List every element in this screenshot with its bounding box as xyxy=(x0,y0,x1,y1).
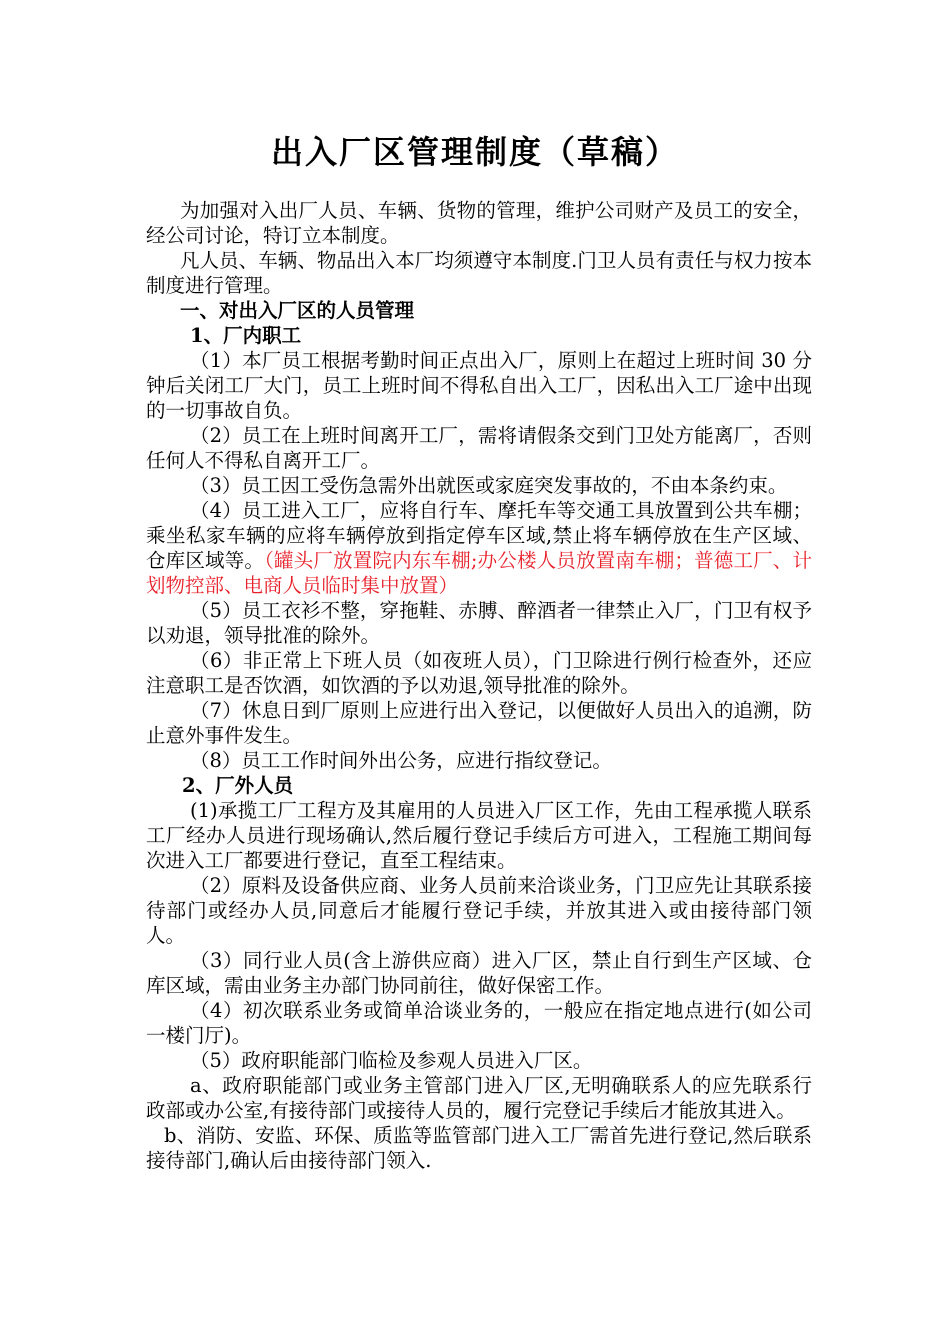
visitor-rule-1: (1)承揽工厂工程方及其雇用的人员进入厂区工作，先由工程承揽人联系工厂经办人员进行现场确认,然后履行登记手续后方可进入，工程施工期间每次进入工厂都要进行登记，直至工程结束。 xyxy=(146,799,812,872)
visitor-rule-4: （4）初次联系业务或简单洽谈业务的，一般应在指定地点进行(如公司一楼门厅)。 xyxy=(146,999,812,1047)
staff-rule-2: （2）员工在上班时间离开工厂，需将请假条交到门卫处方能离厂，否则任何人不得私自离开工厂。 xyxy=(146,424,812,472)
staff-rule-4 xyxy=(146,498,812,598)
document-body xyxy=(146,198,812,1173)
visitor-rule-2: （2）原料及设备供应商、业务人员前来洽谈业务，门卫应先让其联系接待部门或经办人员,同意后才能履行登记手续，并放其进入或由接待部门领人。 xyxy=(146,874,812,947)
subsection-heading-2: 2、厂外人员 xyxy=(182,774,294,797)
intro-paragraph-1: 为加强对入出厂人员、车辆、货物的管理，维护公司财产及员工的安全，经公司讨论，特订立本制度。 xyxy=(146,199,812,247)
staff-rule-8: （8）员工工作时间外出公务，应进行指纹登记。 xyxy=(190,749,612,772)
document-title: 出入厂区管理制度（草稿） xyxy=(270,133,679,171)
section-heading-1: 一、对出入厂区的人员管理 xyxy=(180,299,415,322)
staff-rule-3: （3）员工因工受伤急需外出就医或家庭突发事故的，不由本条约束。 xyxy=(190,474,788,497)
visitor-rule-5a: a、政府职能部门或业务主管部门进入厂区,无明确联系人的应先联系行政部或办公室,有接待部门或接待人员的，履行完登记手续后才能放其进入。 xyxy=(146,1074,812,1122)
subsection-heading-1: 1、厂内职工 xyxy=(190,324,302,347)
staff-rule-1: （1）本厂员工根据考勤时间正点出入厂，原则上在超过上班时间 30 分钟后关闭工厂大门，员工上班时间不得私自出入工厂，因私出入工厂途中出现的一切事故自负。 xyxy=(146,349,812,422)
visitor-rule-5: （5）政府职能部门临检及参观人员进入厂区。 xyxy=(190,1049,593,1072)
intro-paragraph-2: 凡人员、车辆、物品出入本厂均须遵守本制度.门卫人员有责任与权力按本制度进行管理。 xyxy=(146,249,812,297)
staff-rule-4-text: （4）员工进入工厂，应将自行车、摩托车等交通工具放置到公共车棚；乘坐私家车辆的应将车辆停放到指定停车区域,禁止将车辆停放在生产区域、仓库区域等。 xyxy=(146,499,812,572)
visitor-rule-5b: b、消防、安监、环保、质监等监管部门进入工厂需首先进行登记,然后联系接待部门,确认后由接待部门领入. xyxy=(146,1124,812,1172)
staff-rule-5: （5）员工衣衫不整，穿拖鞋、赤膊、醉酒者一律禁止入厂，门卫有权予以劝退，领导批准的除外。 xyxy=(146,599,812,647)
staff-rule-6: （6）非正常上下班人员（如夜班人员），门卫除进行例行检查外，还应注意职工是否饮酒，如饮酒的予以劝退,领导批准的除外。 xyxy=(146,649,812,697)
parking-note: （罐头厂放置院内东车棚;办公楼人员放置南车棚；普德工厂、计划物控部、电商人员临时集中放置） xyxy=(146,549,812,597)
staff-rule-7: （7）休息日到厂原则上应进行出入登记，以便做好人员出入的追溯，防止意外事件发生。 xyxy=(146,699,812,747)
visitor-rule-3: （3）同行业人员(含上游供应商）进入厂区，禁止自行到生产区域、仓库区域，需由业务主办部门协同前往，做好保密工作。 xyxy=(146,949,812,997)
